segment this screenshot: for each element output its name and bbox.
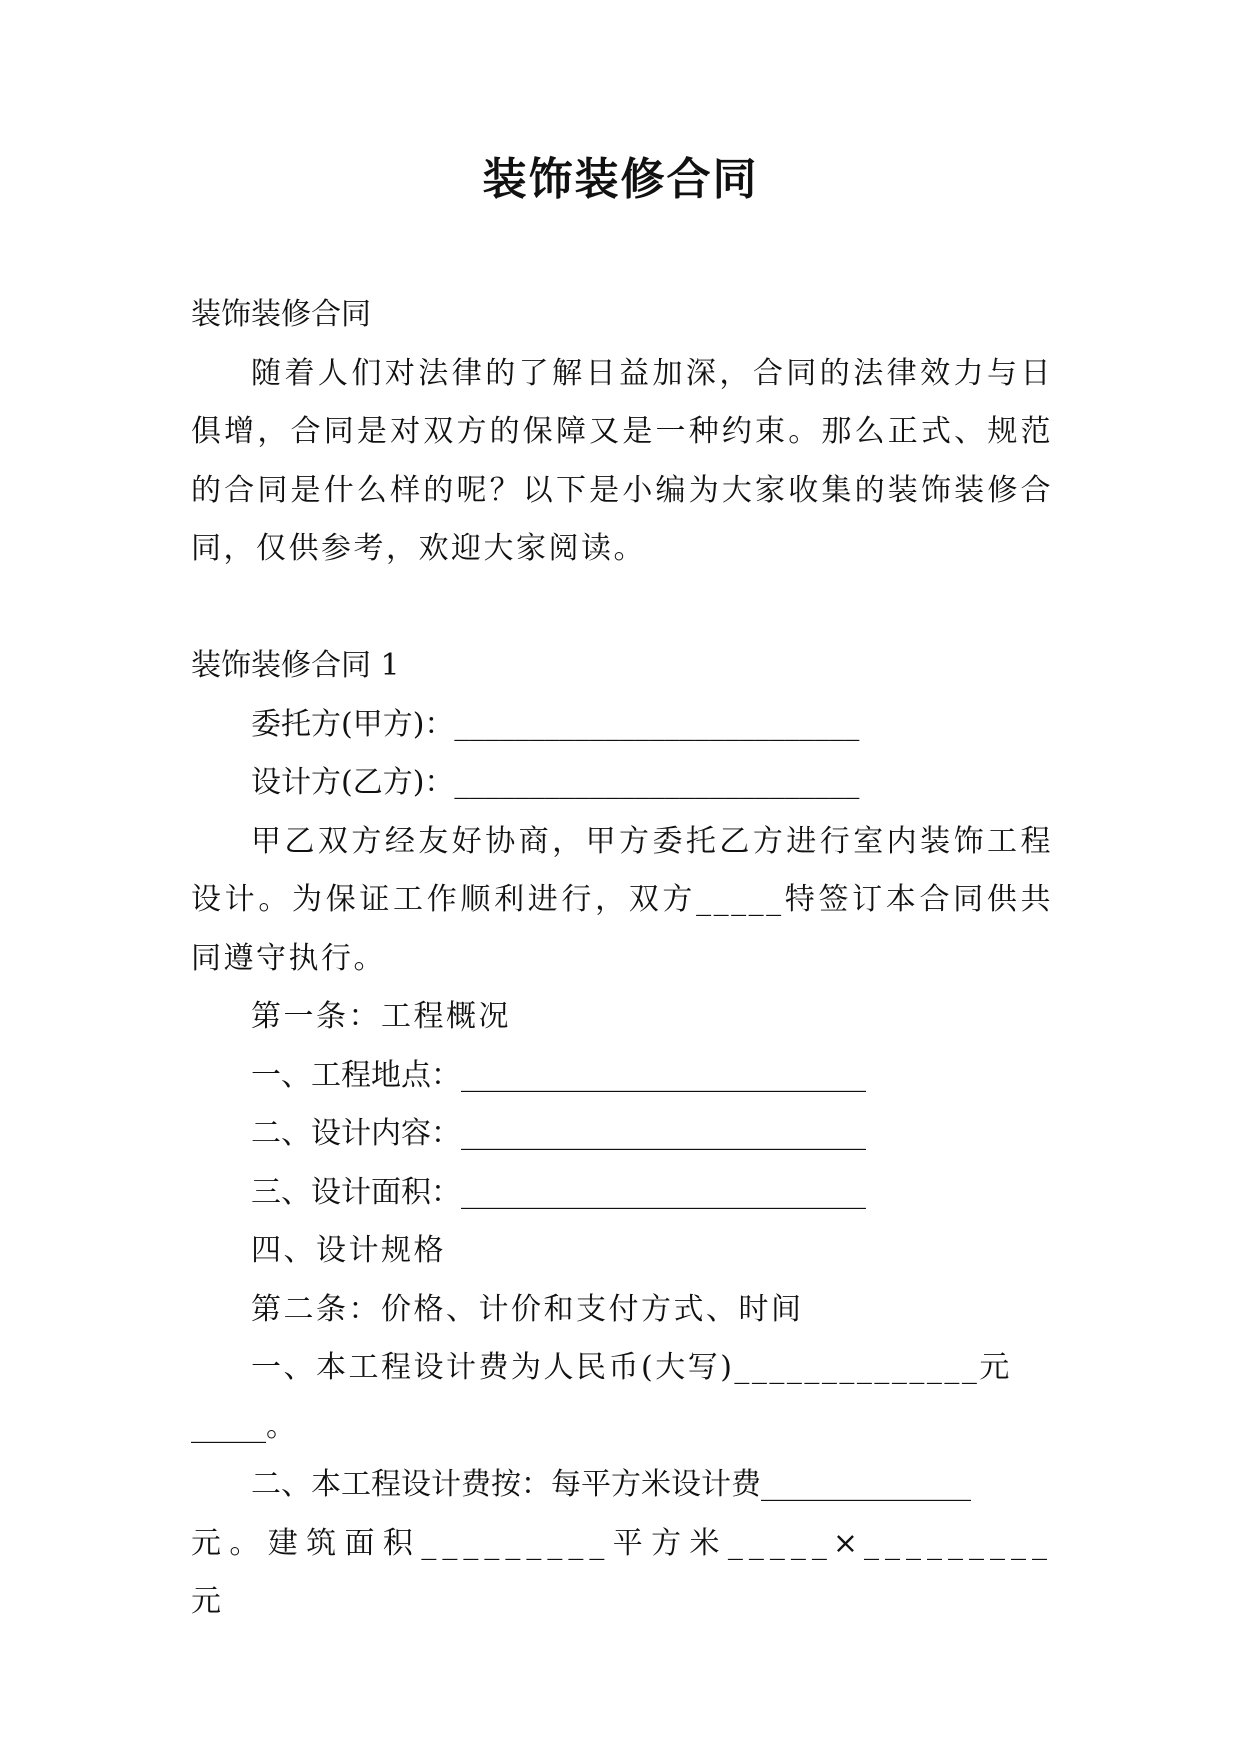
party-a-line: 委托方(甲方)：___________________________ — [251, 706, 860, 742]
item-area: 三、设计面积：___________________________ — [251, 1174, 866, 1210]
preamble-paragraph: 甲乙双方经友好协商，甲方委托乙方进行室内装饰工程设计。为保证工作顺利进行，双方_____特签订本合同供共同遵守执行。 — [191, 823, 1053, 976]
item-content: 二、设计内容：___________________________ — [251, 1116, 866, 1151]
article-2-title: 第二条：价格、计价和支付方式、时间 — [251, 1291, 804, 1327]
article-1-title: 第一条：工程概况 — [251, 999, 511, 1034]
document-title: 装饰装修合同 — [482, 154, 759, 205]
fee-line-1-continuation: _____。 — [191, 1408, 296, 1444]
intro-paragraph: 随着人们对法律的了解日益加深，合同的法律效力与日俱增，合同是对双方的保障又是一种约束。那么正式、规范的合同是什么样的呢？以下是小编为大家收集的装饰装修合同，仅供参考，欢迎大家阅读。 — [191, 355, 1053, 566]
intro-heading: 装饰装修合同 — [191, 297, 371, 332]
item-location: 一、工程地点：___________________________ — [251, 1057, 866, 1093]
fee-line-1: 一、本工程设计费为人民币(大写)______________元 — [251, 1350, 1012, 1385]
fee-line-2-continuation: 元。建筑面积_________平方米_____×_________元 — [191, 1525, 1053, 1619]
party-b-line: 设计方(乙方)：___________________________ — [251, 765, 860, 800]
fee-line-2: 二、本工程设计费按：每平方米设计费______________ — [251, 1467, 971, 1502]
contract-heading: 装饰装修合同 1 — [191, 648, 400, 683]
item-spec: 四、设计规格 — [251, 1233, 446, 1268]
document-body — [191, 286, 1053, 1632]
paragraph-gap — [191, 579, 1053, 638]
